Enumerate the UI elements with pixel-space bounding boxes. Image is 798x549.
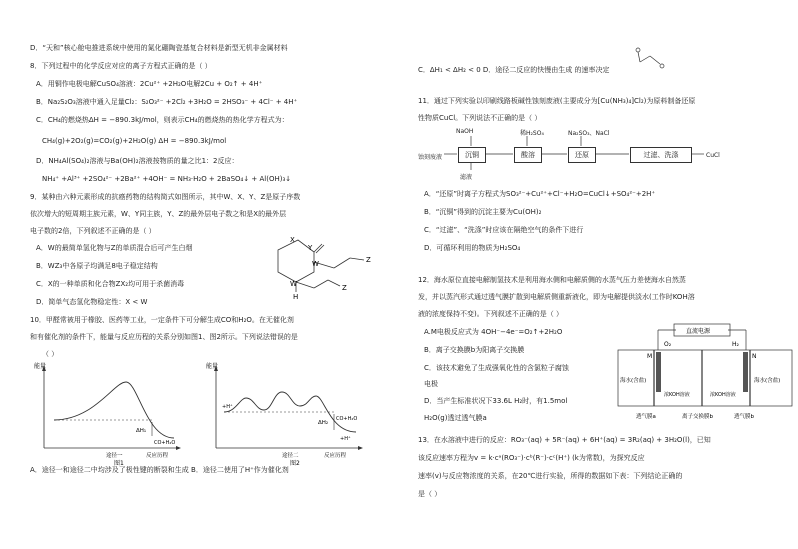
q11-option-b: B．“沉铜”得到的沉淀主要为Cu(OH)₂ [424, 208, 542, 216]
q11-option-a: A．“还原”时离子方程式为SO₃²⁻+Cu²⁺+Cl⁻+H₂O=CuCl↓+SO₄²⁻+2H⁺ [424, 190, 656, 198]
cell-koh-left: 浓KOH溶液 [664, 392, 690, 398]
mol-z1: Z [366, 256, 371, 264]
cell-sea-right: 海水(含盐) [754, 378, 781, 384]
fig2-xlabel: 反应历程 [324, 453, 347, 459]
cell-o2: O₂ [664, 341, 672, 348]
q10-blank: （ ） [42, 350, 59, 358]
q13-stem-4: 是（ ） [418, 490, 442, 498]
flow-step-filter-wash: 过滤、洗涤 [630, 147, 692, 163]
cell-mem-a: 透气膜a [636, 414, 656, 420]
cell-h2: H₂ [732, 341, 739, 348]
q12-option-d-cont: H₂O(g)透过透气膜a [424, 414, 487, 422]
fig2-ylabel: 能量 [206, 363, 219, 370]
q8-option-d-equation: NH₄⁺ +Al³⁺ +2SO₄²⁻ +2Ba²⁺ +4OH⁻ = NH₃·H₂O + 2BaSO₄↓ + Al(OH)₃↓ [42, 175, 292, 183]
cell-n: N [752, 353, 757, 360]
q9-stem-1: 9．某种由六种元素形成的抗癌药物的结构简式如图所示，其中W、X、Y、Z是原子序数 [30, 193, 301, 201]
q8-option-a: A．用铜作电极电解CuSO₄溶液：2Cu²⁺ +2H₂O电解2Cu + O₂↑ + 4H⁺ [36, 80, 263, 88]
flow-reagent-na2so3: Na₂SO₃、NaCl [568, 130, 610, 137]
q11-stem-1: 11．通过下列实验以印刷线路板碱性蚀刻废液(主要成分为[Cu(NH₃)₄]Cl₂)为原料制备还原 [418, 97, 696, 105]
q10-stem-2: 和有催化剂的条件下，能量与反应历程的关系分别如图1、图2所示。下列说法错误的是 [30, 333, 298, 341]
mol-h: H [293, 293, 299, 301]
fig2-hplus-1: +H⁺ [222, 404, 233, 410]
flow-step-acid-dissolve: 酸溶 [514, 147, 542, 163]
q12-option-c-cont: 电极 [424, 380, 438, 388]
q11-flowchart [418, 128, 798, 188]
fig1-product: CO+H₂O [154, 440, 176, 446]
q8-option-d: D．NH₄Al(SO₄)₂溶液与Ba(OH)₂溶液按物质的量之比1：2反应： [36, 157, 239, 165]
fig1-ylabel: 能量 [34, 363, 47, 370]
q8-option-c-equation: CH₄(g)+2O₂(g)=CO₂(g)+2H₂O(g) ΔH = −890.3kJ/mol [42, 137, 227, 145]
q9-option-a: A．W的最简单氢化物与Z的单质混合后可产生白烟 [36, 244, 193, 252]
q11-stem-2: 性物质CuCl。下列说法不正确的是（ ） [418, 114, 542, 122]
cell-mem-ion: 离子交换膜b [682, 414, 713, 420]
flow-product: CuCl [706, 152, 720, 159]
flow-step-reduce: 还原 [568, 147, 596, 163]
q8-stem: 8．下列过程中的化学反应对应的离子方程式正确的是（ ） [30, 62, 212, 70]
q8-option-c: C．CH₄的燃烧热ΔH = −890.3kJ/mol，则表示CH₄的燃烧热的热化学方程式为： [36, 116, 289, 124]
flow-reagent-h2so4: 稀H₂SO₄ [520, 130, 544, 137]
cell-sea-left: 海水(含盐) [620, 378, 647, 384]
cell-koh-right: 浓KOH溶液 [710, 392, 736, 398]
mol-z2: Z [342, 284, 347, 292]
q9-stem-3: 电子数的2倍，下列叙述不正确的是（ ） [30, 227, 156, 235]
q9-option-c: C．X的一种单质和化合物ZX₂均可用于杀菌消毒 [36, 280, 185, 288]
fig2-path-label: 途径二 [282, 453, 299, 459]
fig1-xlabel: 反应历程 [146, 453, 169, 459]
mol-x: X [290, 236, 295, 244]
q12-stem-3: 液的浓度保持不变)。下列叙述不正确的是（ ） [418, 310, 563, 318]
q13-stem-3: 速率(v)与反应物浓度的关系，在20℃进行实验，所得的数据如下表：下列结论正确的 [418, 472, 683, 480]
q11-option-d: D．可循环利用的物质为H₂SO₄ [424, 244, 521, 252]
q12-stem-1: 12．海水原位直接电解制氢技术是利用海水侧和电解质侧的水蒸气压力差使海水自然蒸 [418, 276, 686, 284]
cell-m: M [647, 353, 653, 360]
fig2-product: CO+H₂O [336, 416, 358, 422]
mol-w2: W [290, 280, 297, 288]
mol-y: Y [308, 244, 313, 252]
q9-molecule-structure [256, 228, 386, 308]
cell-power: 直流电源 [686, 328, 711, 335]
q12-stem-2: 发，并以蒸汽形式通过透气膜扩散到电解质侧重新液化，即为电解提供淡水(工作时KOH溶 [418, 293, 695, 301]
fig1-caption: 图1 [114, 460, 124, 467]
q12-electrolysis-cell [614, 322, 796, 426]
fig1-dh: ΔH₁ [136, 428, 147, 434]
q8-option-b: B．Na₂S₂O₃溶液中通入足量Cl₂：S₂O₃²⁻ +2Cl₂ +3H₂O = 2HSO₃⁻ + 4Cl⁻ + 4H⁺ [36, 98, 298, 106]
flow-arrows [418, 128, 798, 188]
q13-stem-1: 13．在水溶液中进行的反应：RO₃⁻(aq) + 5R⁻(aq) + 6H⁺(aq) = 3R₂(aq) + 3H₂O(l)，已知 [418, 436, 711, 444]
q10-intermediate-structure [628, 42, 674, 76]
fig2-dh: ΔH₂ [318, 420, 329, 426]
q7-option-d: D．“天和”核心舱电推进系统中使用的氮化硼陶瓷基复合材料是新型无机非金属材料 [30, 44, 288, 52]
q13-stem-2: 该反应速率方程为v = k·cᵃ(RO₃⁻)·cᵇ(R⁻)·cᶜ(H⁺) (k为常数)，为探究反应 [418, 454, 645, 462]
q9-option-d: D．简单气态氢化物稳定性：X < W [36, 298, 148, 306]
q12-option-d: D．当产生标准状况下33.6L H₂时，有1.5mol [424, 397, 568, 405]
q11-option-c: C．“过滤”、“洗涤”时应该在隔绝空气的条件下进行 [424, 226, 584, 234]
q9-stem-2: 依次增大的短周期主族元素，W、Y同主族，Y、Z的最外层电子数之和是X的最外层 [30, 210, 287, 218]
q12-option-b: B．离子交换膜b为阳离子交换膜 [424, 346, 525, 354]
q12-option-c: C．该技术避免了生成强氧化性的含氯粒子腐蚀 [424, 364, 569, 372]
right-column [418, 0, 798, 549]
q10-figure-2-energy-diagram [206, 362, 366, 467]
mol-w1: W [312, 260, 319, 268]
q9-option-b: B．WZ₃中各原子均满足8电子稳定结构 [36, 262, 158, 270]
q10-options-ab: A．途径一和途径二中均涉及了极性键的断裂和生成 B．途径二使用了H⁺作为催化剂 [30, 466, 289, 474]
cell-mem-b: 透气膜b [734, 414, 754, 420]
flow-step-sink-copper: 沉铜 [458, 147, 486, 163]
q10-options-cd: C．ΔH₁ < ΔH₂ < 0 D．途径二反应的快慢由生成 的速率决定 [418, 66, 610, 74]
fig1-path-label: 途径一 [106, 453, 123, 459]
flow-start: 蚀刻废液 [418, 154, 443, 161]
left-column [30, 0, 410, 549]
q10-stem-1: 10．甲醛常被用于橡胶、医药等工业，一定条件下可分解生成CO和H₂O。在无催化剂 [30, 316, 294, 324]
fig2-caption: 图2 [290, 460, 300, 467]
q12-option-a: A.M电极反应式为 4OH⁻−4e⁻=O₂↑+2H₂O [424, 328, 563, 336]
flow-reagent-naoh: NaOH [456, 128, 474, 135]
fig2-hplus-2: +H⁺ [340, 436, 351, 442]
q10-figure-1-energy-diagram [34, 362, 184, 467]
flow-waste: 滤液 [460, 174, 473, 181]
